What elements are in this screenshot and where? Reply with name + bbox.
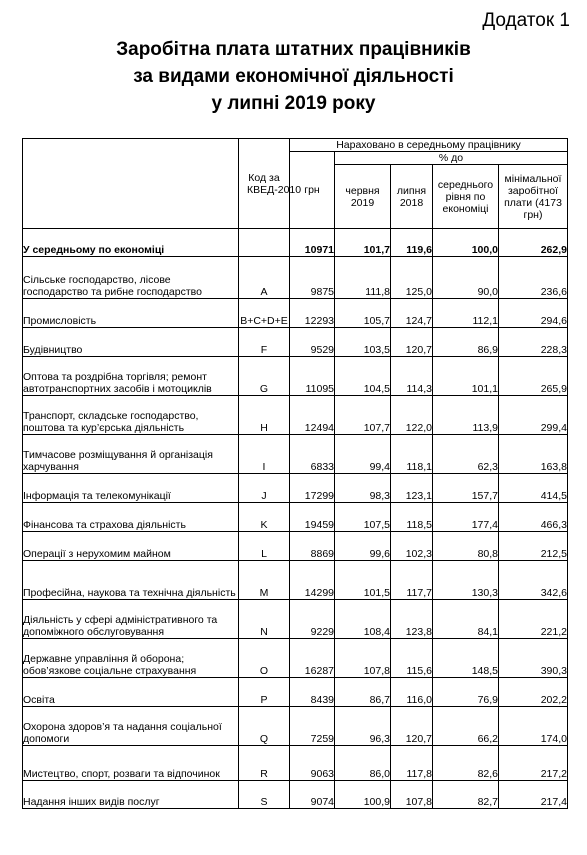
activity-code: K (239, 503, 290, 532)
value-min-wage: 217,2 (499, 746, 568, 781)
activity-code: I (239, 435, 290, 474)
activity-name: Мистецтво, спорт, розваги та відпочинок (23, 746, 239, 781)
activity-name: У середньому по економіці (23, 229, 239, 257)
activity-code: O (239, 639, 290, 678)
document-title (0, 36, 587, 117)
value-june: 111,8 (335, 257, 391, 299)
value-uah: 8869 (290, 532, 335, 561)
value-uah: 12293 (290, 299, 335, 328)
table-row (23, 503, 568, 532)
value-avg-level: 90,0 (433, 257, 499, 299)
value-uah: 14299 (290, 561, 335, 600)
value-july: 116,0 (391, 678, 433, 707)
value-avg-level: 100,0 (433, 229, 499, 257)
value-july: 114,3 (391, 357, 433, 396)
activity-code: G (239, 357, 290, 396)
value-avg-level: 113,9 (433, 396, 499, 435)
header-uah: грн (290, 152, 335, 229)
value-uah: 12494 (290, 396, 335, 435)
value-min-wage: 228,3 (499, 328, 568, 357)
value-min-wage: 163,8 (499, 435, 568, 474)
value-july: 120,7 (391, 328, 433, 357)
table-row (23, 678, 568, 707)
activity-code: J (239, 474, 290, 503)
value-min-wage: 202,2 (499, 678, 568, 707)
value-june: 98,3 (335, 474, 391, 503)
value-june: 86,7 (335, 678, 391, 707)
table-row (23, 435, 568, 474)
header-pct: % до (335, 152, 568, 165)
value-june: 103,5 (335, 328, 391, 357)
table-row (23, 357, 568, 396)
value-june: 96,3 (335, 707, 391, 746)
value-july: 117,8 (391, 746, 433, 781)
value-july: 124,7 (391, 299, 433, 328)
activity-name: Тимчасове розміщування й організація харчування (23, 435, 239, 474)
activity-name: Оптова та роздрібна торгівля; ремонт автотранспортних засобів і мотоциклів (23, 357, 239, 396)
table-row (23, 746, 568, 781)
value-avg-level: 101,1 (433, 357, 499, 396)
value-july: 118,5 (391, 503, 433, 532)
activity-name: Будівництво (23, 328, 239, 357)
value-july: 119,6 (391, 229, 433, 257)
activity-name: Освіта (23, 678, 239, 707)
title-line-2: за видами економічної діяльності (133, 66, 454, 87)
table-row-average (23, 229, 568, 257)
activity-code: R (239, 746, 290, 781)
activity-name: Фінансова та страхова діяльність (23, 503, 239, 532)
activity-code: H (239, 396, 290, 435)
activity-code: M (239, 561, 290, 600)
value-avg-level: 62,3 (433, 435, 499, 474)
value-min-wage: 466,3 (499, 503, 568, 532)
value-uah: 9875 (290, 257, 335, 299)
title-line-3: у липні 2019 року (211, 93, 376, 114)
value-june: 86,0 (335, 746, 391, 781)
value-june: 99,6 (335, 532, 391, 561)
value-uah: 17299 (290, 474, 335, 503)
activity-name: Діяльність у сфері адміністративного та допоміжного обслуговування (23, 600, 239, 639)
salary-table (22, 138, 568, 809)
value-july: 120,7 (391, 707, 433, 746)
header-min-wage: мінімальної заробітної плати (4173 грн) (499, 165, 568, 229)
value-min-wage: 174,0 (499, 707, 568, 746)
activity-name: Професійна, наукова та технічна діяльність (23, 561, 239, 600)
value-uah: 8439 (290, 678, 335, 707)
value-min-wage: 221,2 (499, 600, 568, 639)
value-uah: 11095 (290, 357, 335, 396)
value-july: 123,8 (391, 600, 433, 639)
activity-name: Сільське господарство, лісове господарство та рибне господарство (23, 257, 239, 299)
table-row (23, 257, 568, 299)
value-july: 118,1 (391, 435, 433, 474)
header-activity (23, 139, 239, 229)
value-uah: 7259 (290, 707, 335, 746)
value-min-wage: 262,9 (499, 229, 568, 257)
activity-code: P (239, 678, 290, 707)
table-row (23, 707, 568, 746)
activity-name: Надання інших видів послуг (23, 781, 239, 809)
activity-code: L (239, 532, 290, 561)
value-june: 101,5 (335, 561, 391, 600)
activity-name: Транспорт, складське господарство, поштова та кур’єрська діяльність (23, 396, 239, 435)
value-uah: 10971 (290, 229, 335, 257)
value-june: 100,9 (335, 781, 391, 809)
value-uah: 16287 (290, 639, 335, 678)
value-uah: 9229 (290, 600, 335, 639)
activity-code: B+C+D+E (239, 299, 290, 328)
table-row (23, 328, 568, 357)
table-row (23, 639, 568, 678)
activity-code: A (239, 257, 290, 299)
header-code: Код за КВЕД-2010 (239, 139, 290, 229)
value-june: 105,7 (335, 299, 391, 328)
value-avg-level: 86,9 (433, 328, 499, 357)
table-row (23, 396, 568, 435)
value-uah: 9074 (290, 781, 335, 809)
value-july: 122,0 (391, 396, 433, 435)
table-row (23, 299, 568, 328)
activity-name: Операції з нерухомим майном (23, 532, 239, 561)
header-july: липня 2018 (391, 165, 433, 229)
value-june: 107,5 (335, 503, 391, 532)
activity-code (239, 229, 290, 257)
value-min-wage: 342,6 (499, 561, 568, 600)
table-row (23, 561, 568, 600)
value-min-wage: 236,6 (499, 257, 568, 299)
value-june: 107,7 (335, 396, 391, 435)
value-min-wage: 212,5 (499, 532, 568, 561)
value-june: 108,4 (335, 600, 391, 639)
value-avg-level: 66,2 (433, 707, 499, 746)
value-avg-level: 112,1 (433, 299, 499, 328)
value-avg-level: 177,4 (433, 503, 499, 532)
value-min-wage: 299,4 (499, 396, 568, 435)
value-july: 107,8 (391, 781, 433, 809)
table-row (23, 781, 568, 809)
activity-name: Охорона здоров’я та надання соціальної допомоги (23, 707, 239, 746)
value-july: 117,7 (391, 561, 433, 600)
value-avg-level: 130,3 (433, 561, 499, 600)
value-min-wage: 265,9 (499, 357, 568, 396)
header-accrued: Нараховано в середньому працівнику (290, 139, 568, 152)
value-june: 107,8 (335, 639, 391, 678)
value-june: 99,4 (335, 435, 391, 474)
value-uah: 9529 (290, 328, 335, 357)
value-min-wage: 414,5 (499, 474, 568, 503)
value-uah: 9063 (290, 746, 335, 781)
header-june: червня 2019 (335, 165, 391, 229)
table-row (23, 474, 568, 503)
title-line-1: Заробітна плата штатних працівників (116, 39, 471, 60)
value-avg-level: 84,1 (433, 600, 499, 639)
table-row (23, 600, 568, 639)
value-avg-level: 80,8 (433, 532, 499, 561)
value-june: 101,7 (335, 229, 391, 257)
value-avg-level: 148,5 (433, 639, 499, 678)
value-avg-level: 157,7 (433, 474, 499, 503)
activity-code: F (239, 328, 290, 357)
value-july: 123,1 (391, 474, 433, 503)
value-min-wage: 217,4 (499, 781, 568, 809)
activity-code: N (239, 600, 290, 639)
activity-code: S (239, 781, 290, 809)
activity-name: Державне управління й оборона; обов’язкове соціальне страхування (23, 639, 239, 678)
value-avg-level: 76,9 (433, 678, 499, 707)
table-row (23, 532, 568, 561)
value-july: 115,6 (391, 639, 433, 678)
activity-code: Q (239, 707, 290, 746)
value-uah: 19459 (290, 503, 335, 532)
value-avg-level: 82,7 (433, 781, 499, 809)
value-july: 125,0 (391, 257, 433, 299)
value-avg-level: 82,6 (433, 746, 499, 781)
value-june: 104,5 (335, 357, 391, 396)
header-avg-level: середнього рівня по економіці (433, 165, 499, 229)
addendum-label: Додаток 1 (482, 10, 570, 31)
value-uah: 6833 (290, 435, 335, 474)
value-july: 102,3 (391, 532, 433, 561)
value-min-wage: 294,6 (499, 299, 568, 328)
activity-name: Промисловість (23, 299, 239, 328)
value-min-wage: 390,3 (499, 639, 568, 678)
activity-name: Інформація та телекомунікації (23, 474, 239, 503)
